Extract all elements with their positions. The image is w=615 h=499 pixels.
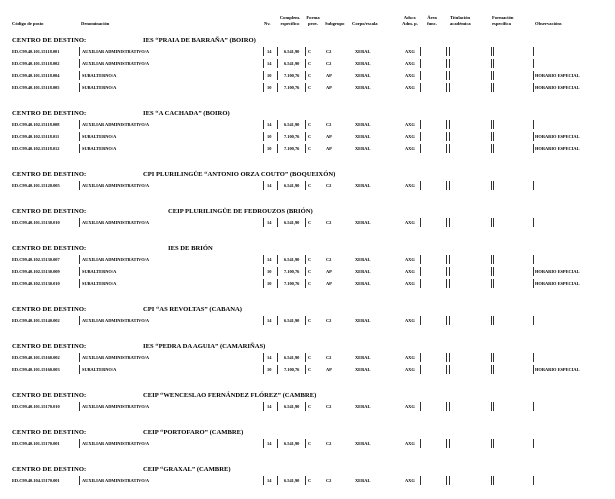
- cell-adscripcion: AXG: [405, 367, 415, 372]
- cell-nivel: 14: [267, 355, 272, 360]
- cell-denominacion: SUBALTERNO/A: [82, 281, 117, 286]
- cell-nivel: 14: [267, 478, 272, 483]
- cell-complemento: 6.541,90: [284, 49, 300, 54]
- header-area-line1: Área: [427, 15, 437, 20]
- cell-border: [420, 83, 447, 92]
- cell-adscripcion: AXG: [405, 122, 415, 127]
- table-row: [0, 58, 615, 70]
- table-row: [0, 266, 615, 278]
- header-forma: [304, 15, 322, 26]
- cell-subgrupo: C2: [326, 183, 332, 188]
- table-row: [0, 46, 615, 58]
- cell-adscripcion: AXG: [405, 49, 415, 54]
- cell-corpo: XERAL: [355, 318, 371, 323]
- section-centre-name: IES DE BRIÓN: [168, 245, 213, 252]
- cell-border: [491, 476, 534, 485]
- cell-code: ED.C99.40.102.15130.009: [12, 269, 60, 274]
- cell-code: ED.C99.40.101.15118.002: [12, 61, 60, 66]
- cell-border: [491, 279, 534, 288]
- section-spacer: [0, 327, 615, 339]
- cell-denominacion: AUXILIAR ADMINISTRATIVO/A: [82, 49, 150, 54]
- cell-border: [491, 255, 534, 264]
- cell-nivel: 10: [267, 85, 272, 90]
- cell-corpo: XERAL: [355, 73, 371, 78]
- table-row: [0, 254, 615, 266]
- table-row: [0, 475, 615, 487]
- cell-subgrupo: C2: [326, 441, 332, 446]
- table-row: [0, 401, 615, 413]
- cell-adscripcion: AXG: [405, 318, 415, 323]
- cell-complemento: 6.541,90: [284, 355, 300, 360]
- destination-section: [0, 106, 615, 167]
- section-centre-name: CEIP “PORTOFARO” (CAMBRE): [143, 429, 244, 436]
- destination-section: [0, 388, 615, 425]
- cell-border: [491, 47, 534, 56]
- cell-corpo: XERAL: [355, 61, 371, 66]
- table-row: [0, 119, 615, 131]
- cell-border: [449, 316, 494, 325]
- table-row: [0, 315, 615, 327]
- cell-border: [420, 279, 447, 288]
- cell-forma-prov: C: [308, 220, 312, 225]
- cell-border: [420, 439, 447, 448]
- cell-border: [491, 218, 534, 227]
- cell-corpo: XERAL: [355, 355, 371, 360]
- cell-border: [491, 316, 534, 325]
- cell-border: [491, 120, 534, 129]
- cell-adscripcion: AXG: [405, 355, 415, 360]
- cell-adscripcion: AXG: [405, 220, 415, 225]
- header-area-line2: func.: [427, 20, 437, 26]
- section-spacer: [0, 376, 615, 388]
- cell-nivel: 14: [267, 61, 272, 66]
- cell-code: ED.C99.40.101.15120.005: [12, 183, 60, 188]
- cell-border: [491, 132, 534, 141]
- cell-border: [449, 181, 494, 190]
- header-forma-line2: prov.: [308, 20, 318, 26]
- cell-border: [491, 267, 534, 276]
- cell-nivel: 14: [267, 257, 272, 262]
- section-spacer: [0, 229, 615, 241]
- section-label: CENTRO DE DESTINO:: [12, 245, 87, 252]
- cell-subgrupo: C2: [326, 122, 332, 127]
- section-spacer: [0, 155, 615, 167]
- cell-complemento: 7.100,76: [284, 367, 300, 372]
- section-label: CENTRO DE DESTINO:: [12, 171, 87, 178]
- header-forma-line1: Forma: [306, 15, 320, 20]
- cell-code: ED.C99.40.101.15170.001: [12, 441, 60, 446]
- cell-corpo: XERAL: [355, 49, 371, 54]
- cell-adscripcion: AXG: [405, 183, 415, 188]
- cell-nivel: 14: [267, 441, 272, 446]
- cell-corpo: XERAL: [355, 134, 371, 139]
- cell-nivel: 14: [267, 404, 272, 409]
- header-titulacion-line2: académica: [450, 20, 471, 26]
- cell-code: ED.C99.40.101.15130.010: [12, 220, 60, 225]
- cell-complemento: 6.541,90: [284, 441, 300, 446]
- cell-forma-prov: C: [308, 183, 312, 188]
- section-label: CENTRO DE DESTINO:: [12, 37, 87, 44]
- cell-forma-prov: C: [308, 146, 312, 151]
- cell-forma-prov: C: [308, 257, 312, 262]
- section-label: CENTRO DE DESTINO:: [12, 429, 87, 436]
- cell-complemento: 6.541,90: [284, 404, 300, 409]
- cell-corpo: XERAL: [355, 478, 371, 483]
- cell-forma-prov: C: [308, 281, 312, 286]
- cell-denominacion: AUXILIAR ADMINISTRATIVO/A: [82, 61, 150, 66]
- cell-denominacion: AUXILIAR ADMINISTRATIVO/A: [82, 404, 150, 409]
- table-row: [0, 364, 615, 376]
- cell-denominacion: AUXILIAR ADMINISTRATIVO/A: [82, 122, 150, 127]
- header-nivel: Nv.: [264, 21, 271, 26]
- cell-corpo: XERAL: [355, 404, 371, 409]
- cell-denominacion: SUBALTERNO/A: [82, 146, 117, 151]
- cell-nivel: 14: [267, 183, 272, 188]
- header-formacion-line2: específica: [492, 20, 511, 26]
- cell-border: [449, 71, 494, 80]
- cell-subgrupo: AP: [326, 367, 332, 372]
- table-row: [0, 131, 615, 143]
- header-adscripcion: [399, 15, 421, 26]
- cell-code: ED.C99.40.102.15130.010: [12, 281, 60, 286]
- cell-nivel: 10: [267, 367, 272, 372]
- section-label: CENTRO DE DESTINO:: [12, 392, 87, 399]
- cell-corpo: XERAL: [355, 269, 371, 274]
- section-heading: [0, 462, 615, 475]
- cell-border: [491, 59, 534, 68]
- cell-forma-prov: C: [308, 318, 312, 323]
- cell-subgrupo: C2: [326, 318, 332, 323]
- cell-nivel: 10: [267, 281, 272, 286]
- cell-observacions: HORARIO ESPECIAL: [535, 73, 580, 78]
- cell-border: [491, 83, 534, 92]
- cell-corpo: XERAL: [355, 281, 371, 286]
- section-centre-name: IES “PEDRA DA AGUIA” (CAMARIÑAS): [143, 343, 266, 350]
- cell-denominacion: SUBALTERNO/A: [82, 85, 117, 90]
- cell-forma-prov: C: [308, 367, 312, 372]
- cell-adscripcion: AXG: [405, 478, 415, 483]
- cell-border: [420, 365, 447, 374]
- cell-border: [420, 59, 447, 68]
- cell-subgrupo: AP: [326, 73, 332, 78]
- cell-corpo: XERAL: [355, 257, 371, 262]
- header-observacions: Observacións: [535, 21, 562, 26]
- destination-list: [0, 33, 615, 499]
- header-titulacion-line1: Titulación: [450, 15, 471, 20]
- cell-forma-prov: C: [308, 404, 312, 409]
- section-heading: [0, 425, 615, 438]
- header-complemento: [276, 15, 304, 26]
- cell-observacions: HORARIO ESPECIAL: [535, 367, 580, 372]
- cell-nivel: 14: [267, 122, 272, 127]
- table-row: [0, 70, 615, 82]
- cell-border: [449, 353, 494, 362]
- cell-adscripcion: AXG: [405, 441, 415, 446]
- cell-complemento: 7.100,76: [284, 281, 300, 286]
- cell-code: ED.C99.40.101.15118.004: [12, 73, 60, 78]
- section-label: CENTRO DE DESTINO:: [12, 208, 87, 215]
- cell-nivel: 14: [267, 318, 272, 323]
- cell-border: [491, 439, 534, 448]
- table-row: [0, 217, 615, 229]
- cell-corpo: XERAL: [355, 146, 371, 151]
- cell-border: [491, 71, 534, 80]
- cell-observacions: HORARIO ESPECIAL: [535, 146, 580, 151]
- table-row: [0, 180, 615, 192]
- cell-nivel: 10: [267, 146, 272, 151]
- section-centre-name: CPI PLURILINGÜE “ANTONIO ORZA COUTO” (BOQUEIXÓN): [143, 171, 336, 178]
- header-formacion-line1: Formación: [492, 15, 514, 20]
- section-centre-name: CPI “AS REVOLTAS” (CABANA): [143, 306, 242, 313]
- cell-adscripcion: AXG: [405, 73, 415, 78]
- cell-forma-prov: C: [308, 269, 312, 274]
- section-heading: [0, 388, 615, 401]
- cell-border: [420, 476, 447, 485]
- cell-subgrupo: C2: [326, 404, 332, 409]
- cell-code: ED.C99.40.101.15170.010: [12, 404, 60, 409]
- section-spacer: [0, 413, 615, 425]
- cell-adscripcion: AXG: [405, 269, 415, 274]
- cell-denominacion: SUBALTERNO/A: [82, 269, 117, 274]
- table-row: [0, 438, 615, 450]
- cell-subgrupo: C2: [326, 49, 332, 54]
- cell-code: ED.C99.40.102.15118.012: [12, 146, 60, 151]
- cell-border: [449, 83, 494, 92]
- cell-complemento: 7.100,76: [284, 85, 300, 90]
- table-row: [0, 352, 615, 364]
- cell-corpo: XERAL: [355, 85, 371, 90]
- cell-forma-prov: C: [308, 61, 312, 66]
- cell-code: ED.C99.40.101.15140.002: [12, 318, 60, 323]
- cell-complemento: 7.100,76: [284, 269, 300, 274]
- cell-corpo: XERAL: [355, 367, 371, 372]
- table-row: [0, 278, 615, 290]
- cell-border: [420, 144, 447, 153]
- cell-complemento: 7.100,76: [284, 134, 300, 139]
- cell-border: [449, 267, 494, 276]
- cell-complemento: 6.541,90: [284, 183, 300, 188]
- destination-section: [0, 462, 615, 499]
- cell-code: ED.C99.40.102.15118.011: [12, 134, 60, 139]
- cell-denominacion: AUXILIAR ADMINISTRATIVO/A: [82, 355, 150, 360]
- cell-code: ED.C99.40.102.15130.007: [12, 257, 60, 262]
- cell-observacions: HORARIO ESPECIAL: [535, 85, 580, 90]
- cell-subgrupo: C2: [326, 355, 332, 360]
- destination-section: [0, 425, 615, 462]
- cell-forma-prov: C: [308, 73, 312, 78]
- cell-forma-prov: C: [308, 478, 312, 483]
- cell-denominacion: AUXILIAR ADMINISTRATIVO/A: [82, 220, 150, 225]
- destination-section: [0, 167, 615, 204]
- table-row: [0, 143, 615, 155]
- cell-subgrupo: AP: [326, 134, 332, 139]
- cell-complemento: 6.541,90: [284, 478, 300, 483]
- destination-section: [0, 241, 615, 302]
- cell-denominacion: SUBALTERNO/A: [82, 134, 117, 139]
- header-complemento-line2: específico: [280, 20, 300, 26]
- cell-subgrupo: AP: [326, 85, 332, 90]
- cell-nivel: 14: [267, 220, 272, 225]
- destination-section: [0, 339, 615, 388]
- cell-complemento: 7.100,76: [284, 146, 300, 151]
- destination-section: [0, 33, 615, 106]
- cell-code: ED.C99.40.102.15118.008: [12, 122, 60, 127]
- section-spacer: [0, 192, 615, 204]
- cell-border: [420, 316, 447, 325]
- cell-complemento: 7.100,76: [284, 73, 300, 78]
- cell-complemento: 6.541,90: [284, 318, 300, 323]
- cell-corpo: XERAL: [355, 183, 371, 188]
- section-centre-name: CEIP “WENCESLAO FERNÁNDEZ FLÓREZ” (CAMBRE): [143, 392, 317, 399]
- cell-border: [420, 218, 447, 227]
- cell-border: [420, 71, 447, 80]
- section-heading: [0, 339, 615, 352]
- cell-complemento: 6.541,90: [284, 257, 300, 262]
- section-heading: [0, 241, 615, 254]
- section-centre-name: CEIP PLURILINGÜE DE FEDROUZOS (BRIÓN): [168, 208, 313, 215]
- cell-code: ED.C99.40.101.15160.002: [12, 355, 60, 360]
- cell-adscripcion: AXG: [405, 404, 415, 409]
- header-area: [423, 15, 441, 26]
- cell-forma-prov: C: [308, 122, 312, 127]
- cell-forma-prov: C: [308, 49, 312, 54]
- cell-subgrupo: C2: [326, 257, 332, 262]
- cell-border: [491, 181, 534, 190]
- header-formacion: [492, 15, 513, 26]
- section-heading: [0, 33, 615, 46]
- cell-nivel: 10: [267, 134, 272, 139]
- cell-adscripcion: AXG: [405, 61, 415, 66]
- cell-border: [420, 255, 447, 264]
- section-label: CENTRO DE DESTINO:: [12, 343, 87, 350]
- destination-section: [0, 302, 615, 339]
- cell-code: ED.C99.40.101.15118.001: [12, 49, 60, 54]
- cell-denominacion: AUXILIAR ADMINISTRATIVO/A: [82, 183, 150, 188]
- cell-border: [420, 267, 447, 276]
- section-heading: [0, 302, 615, 315]
- cell-border: [491, 353, 534, 362]
- header-adscripcion-line2: Adm. p.: [402, 20, 418, 26]
- section-label: CENTRO DE DESTINO:: [12, 110, 87, 117]
- cell-code: ED.C99.40.101.15160.003: [12, 367, 60, 372]
- cell-border: [420, 120, 447, 129]
- header-denominacion: Denominación: [81, 21, 110, 26]
- cell-border: [449, 59, 494, 68]
- cell-subgrupo: AP: [326, 146, 332, 151]
- section-centre-name: IES “PRAIA DE BARRAÑA” (BOIRO): [143, 37, 256, 44]
- section-centre-name: CEIP “GRAXAL” (CAMBRE): [143, 466, 231, 473]
- section-heading: [0, 204, 615, 217]
- cell-border: [449, 476, 494, 485]
- cell-code: ED.C99.40.104.15170.001: [12, 478, 60, 483]
- cell-nivel: 10: [267, 269, 272, 274]
- cell-adscripcion: AXG: [405, 281, 415, 286]
- cell-forma-prov: C: [308, 85, 312, 90]
- cell-subgrupo: C2: [326, 61, 332, 66]
- cell-subgrupo: AP: [326, 281, 332, 286]
- header-adscripcion-line1: Adscr.: [403, 15, 417, 20]
- cell-border: [449, 402, 494, 411]
- cell-adscripcion: AXG: [405, 134, 415, 139]
- cell-adscripcion: AXG: [405, 257, 415, 262]
- cell-denominacion: AUXILIAR ADMINISTRATIVO/A: [82, 441, 150, 446]
- cell-corpo: XERAL: [355, 122, 371, 127]
- cell-border: [449, 365, 494, 374]
- cell-corpo: XERAL: [355, 441, 371, 446]
- cell-border: [449, 255, 494, 264]
- cell-denominacion: AUXILIAR ADMINISTRATIVO/A: [82, 478, 150, 483]
- cell-border: [449, 144, 494, 153]
- cell-denominacion: SUBALTERNO/A: [82, 73, 117, 78]
- section-spacer: [0, 450, 615, 462]
- cell-forma-prov: C: [308, 355, 312, 360]
- cell-complemento: 6.541,90: [284, 122, 300, 127]
- cell-subgrupo: C2: [326, 220, 332, 225]
- cell-denominacion: AUXILIAR ADMINISTRATIVO/A: [82, 257, 150, 262]
- section-spacer: [0, 487, 615, 499]
- header-complemento-line1: Complem.: [279, 15, 301, 20]
- cell-denominacion: AUXILIAR ADMINISTRATIVO/A: [82, 318, 150, 323]
- cell-border: [491, 402, 534, 411]
- section-heading: [0, 167, 615, 180]
- cell-border: [420, 353, 447, 362]
- cell-forma-prov: C: [308, 441, 312, 446]
- cell-subgrupo: C2: [326, 478, 332, 483]
- cell-border: [449, 218, 494, 227]
- cell-complemento: 6.541,90: [284, 220, 300, 225]
- header-corpo: Corpo/escala: [352, 21, 378, 26]
- cell-observacions: HORARIO ESPECIAL: [535, 269, 580, 274]
- cell-border: [420, 402, 447, 411]
- cell-subgrupo: AP: [326, 269, 332, 274]
- header-subgrupo: Subgrupo: [325, 21, 345, 26]
- cell-border: [420, 181, 447, 190]
- cell-complemento: 6.541,90: [284, 61, 300, 66]
- cell-border: [491, 365, 534, 374]
- table-row: [0, 82, 615, 94]
- cell-nivel: 10: [267, 73, 272, 78]
- section-label: CENTRO DE DESTINO:: [12, 466, 87, 473]
- cell-border: [449, 47, 494, 56]
- cell-border: [420, 132, 447, 141]
- destination-section: [0, 204, 615, 241]
- cell-border: [420, 47, 447, 56]
- section-label: CENTRO DE DESTINO:: [12, 306, 87, 313]
- cell-border: [449, 120, 494, 129]
- section-heading: [0, 106, 615, 119]
- table-header: [0, 0, 615, 32]
- cell-border: [449, 279, 494, 288]
- section-centre-name: IES “A CACHADA” (BOIRO): [143, 110, 230, 117]
- cell-adscripcion: AXG: [405, 85, 415, 90]
- section-spacer: [0, 94, 615, 106]
- cell-code: ED.C99.40.101.15118.005: [12, 85, 60, 90]
- header-titulacion: [450, 15, 471, 26]
- cell-adscripcion: AXG: [405, 146, 415, 151]
- header-codigo: Código de posto: [12, 21, 44, 26]
- cell-observacions: HORARIO ESPECIAL: [535, 281, 580, 286]
- cell-denominacion: SUBALTERNO/A: [82, 367, 117, 372]
- cell-border: [491, 144, 534, 153]
- section-spacer: [0, 290, 615, 302]
- cell-border: [449, 439, 494, 448]
- cell-corpo: XERAL: [355, 220, 371, 225]
- cell-observacions: HORARIO ESPECIAL: [535, 134, 580, 139]
- cell-forma-prov: C: [308, 134, 312, 139]
- cell-border: [449, 132, 494, 141]
- cell-nivel: 14: [267, 49, 272, 54]
